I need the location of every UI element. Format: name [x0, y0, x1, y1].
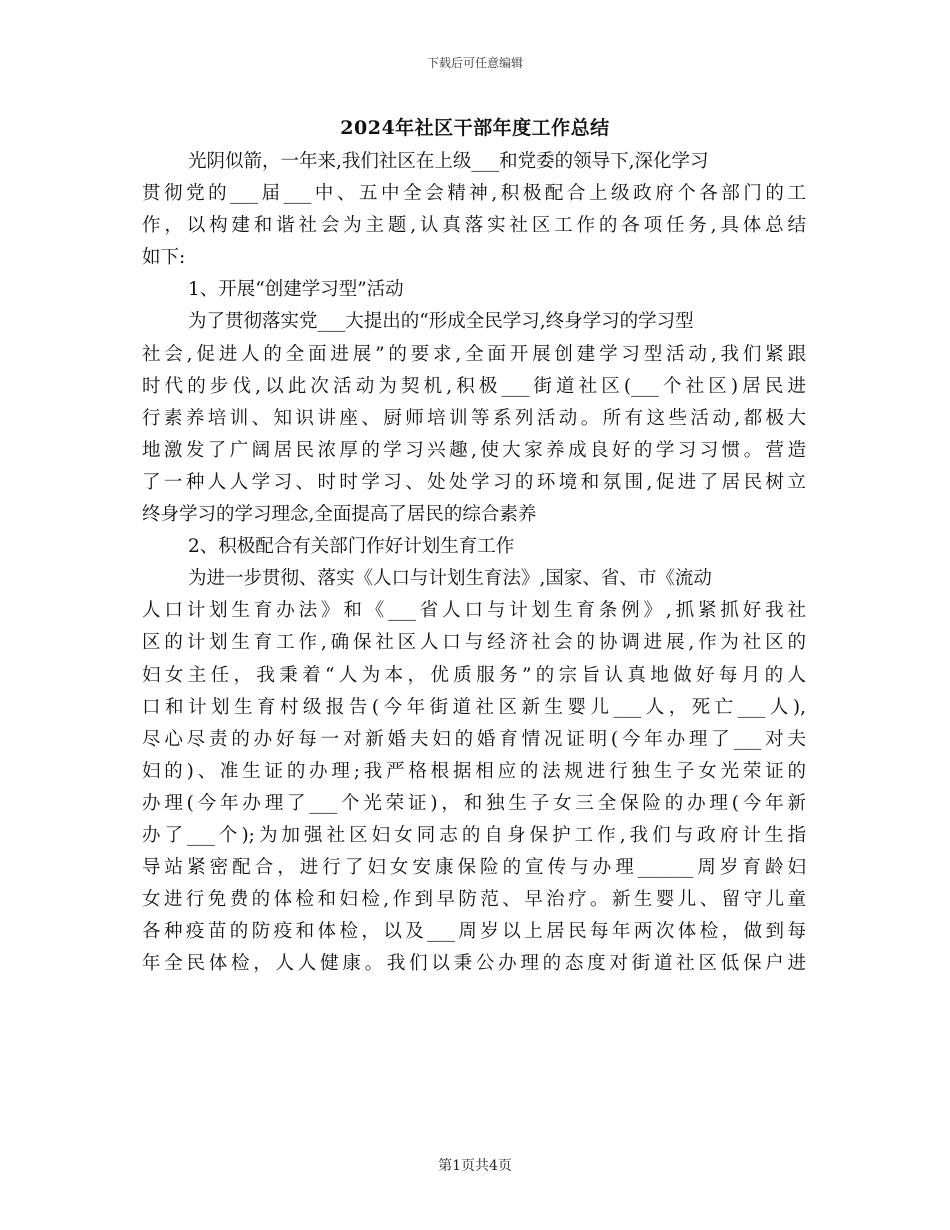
page-number: 第1页共4页: [438, 1158, 512, 1174]
body-line: 为了贯彻落实党___大提出的“形成全民学习,终身学习的学习型: [188, 311, 694, 333]
document-title: 2024年社区干部年度工作总结: [340, 117, 610, 139]
body-line: 办了___个);为加强社区妇女同志的自身保护工作,我们与政府计生指: [142, 824, 806, 846]
body-line: 各种疫苗的防疫和体检，以及___周岁以上居民每年两次体检，做到每: [142, 921, 806, 943]
body-line: 导站紧密配合，进行了妇女安康保险的宣传与办理______周岁育龄妇: [142, 857, 806, 879]
section-heading: 2、积极配合有关部门作好计划生育工作: [188, 536, 515, 558]
document-body: [142, 146, 806, 980]
body-line: 办理(今年办理了___个光荣证)，和独生子女三全保险的办理(今年新: [142, 792, 806, 814]
body-line: 如下:: [142, 247, 186, 269]
body-line: 妇女主任，我秉着“人为本，优质服务”的宗旨认真地做好每月的人: [142, 664, 806, 686]
body-line: 地激发了广阔居民浓厚的学习兴趣,使大家养成良好的学习习惯。营造: [142, 439, 806, 461]
body-line: 年全民体检，人人健康。我们以秉公办理的态度对街道社区低保户进: [142, 953, 806, 975]
header-note: 下载后可任意编辑: [426, 56, 523, 70]
body-line: 光阴似箭，一年来,我们社区在上级___和党委的领导下,深化学习: [188, 151, 709, 172]
body-line: 作，以构建和谐社会为主题,认真落实社区工作的各项任务,具体总结: [142, 215, 806, 237]
body-line: 贯彻党的___届___中、五中全会精神,积极配合上级政府个各部门的工: [142, 183, 806, 205]
section-heading: 1、开展“创建学习型”活动: [188, 279, 404, 301]
body-line: 口和计划生育村级报告(今年街道社区新生婴儿___人，死亡___人),: [142, 696, 806, 718]
body-line: 区的计划生育工作,确保社区人口与经济社会的协调进展,作为社区的: [142, 632, 806, 654]
body-line: 尽心尽责的办好每一对新婚夫妇的婚育情况证明(今年办理了___对夫: [142, 728, 806, 750]
body-line: 了一种人人学习、时时学习、处处学习的环境和氛围,促进了居民树立: [142, 471, 806, 493]
body-line: 妇的)、准生证的办理;我严格根据相应的法规进行独生子女光荣证的: [142, 760, 806, 782]
body-line: 时代的步伐,以此次活动为契机,积极___街道社区(___个社区)居民进: [142, 375, 806, 397]
body-line: 为进一步贯彻、落实《人口与计划生育法》,国家、省、市《流动: [188, 568, 712, 590]
body-line: 社会,促进人的全面进展”的要求,全面开展创建学习型活动,我们紧跟: [142, 343, 806, 365]
body-line: 女进行免费的体检和妇检,作到早防范、早治疗。新生婴儿、留守儿童: [142, 889, 806, 911]
body-line: 行素养培训、知识讲座、厨师培训等系列活动。所有这些活动,都极大: [142, 407, 806, 429]
body-line: 人口计划生育办法》和《___省人口与计划生育条例》,抓紧抓好我社: [142, 600, 806, 622]
body-line: 终身学习的学习理念,全面提高了居民的综合素养: [142, 504, 537, 526]
